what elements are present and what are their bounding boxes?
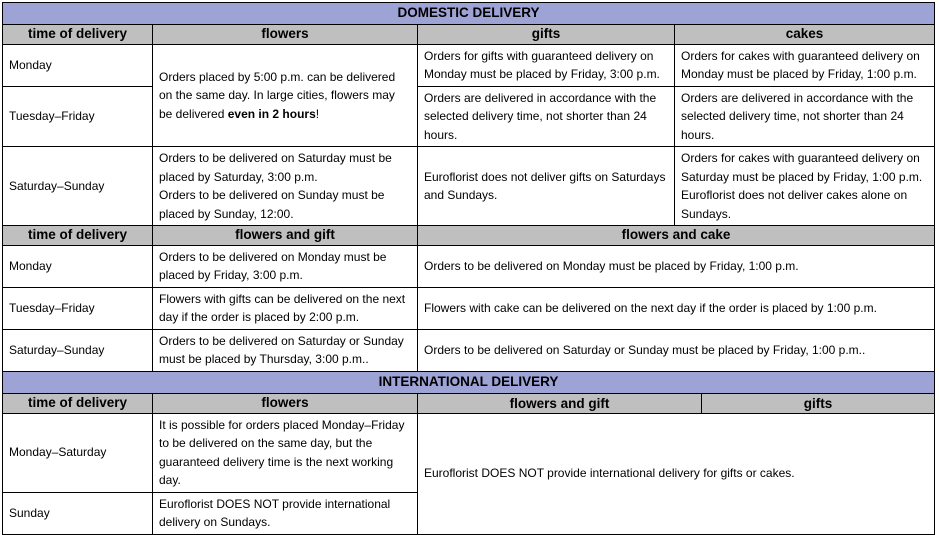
intl-flowers-sunday-cell: Euroflorist DOES NOT provide international delivery on Sundays. xyxy=(153,492,418,534)
table-row xyxy=(3,147,935,226)
fg-tuefri-cell: Flowers with gifts can be delivered on the next day if the order is placed by 2:00 p.m. xyxy=(153,287,418,329)
header-cakes: cakes xyxy=(675,25,935,45)
intl-gifts-note-cell: Euroflorist DOES NOT provide international delivery for gifts or cakes. xyxy=(418,413,935,534)
cakes-monday-cell: Orders for cakes with guaranteed delivery on Monday must be placed by Friday, 1:00 p.m. xyxy=(675,44,935,86)
table-row xyxy=(3,413,935,492)
header-flowers-and-gift: flowers and gift xyxy=(153,226,418,246)
domestic-title: DOMESTIC DELIVERY xyxy=(3,3,935,25)
row2-label-tuesday-friday: Tuesday–Friday xyxy=(3,287,153,329)
intl-header-combo-cell xyxy=(418,393,935,413)
header-time-of-delivery-2: time of delivery xyxy=(3,226,153,246)
international-title: INTERNATIONAL DELIVERY xyxy=(3,371,935,393)
table-row xyxy=(3,245,935,287)
fg-weekend-cell: Orders to be delivered on Saturday or Sunday must be placed by Thursday, 3:00 p.m.. xyxy=(153,329,418,371)
gifts-tuefri-cell: Orders are delivered in accordance with the selected delivery time, not shorter than 24 hours. xyxy=(418,86,675,147)
header-flowers: flowers xyxy=(153,25,418,45)
cakes-tuefri-cell: Orders are delivered in accordance with the selected delivery time, not shorter than 24 hours. xyxy=(675,86,935,147)
row-label-monday: Monday xyxy=(3,44,153,86)
header-gifts: gifts xyxy=(418,25,675,45)
flowers-weekday-text: Orders placed by 5:00 p.m. can be delivered on the same day. In large cities, flowers may be delivered xyxy=(159,69,396,121)
fc-weekend-cell: Orders to be delivered on Saturday or Sunday must be placed by Friday, 1:00 p.m.. xyxy=(418,329,935,371)
flowers-weekday-bold: even in 2 hours xyxy=(227,106,316,121)
intl-row-label-monday-saturday: Monday–Saturday xyxy=(3,413,153,492)
international-header-row xyxy=(3,393,935,413)
flowers-weekday-end: ! xyxy=(315,106,320,121)
delivery-table xyxy=(2,2,935,535)
intl-header-time-of-delivery: time of delivery xyxy=(3,393,153,413)
cakes-weekend-line-1: Orders for cakes with guaranteed delivery on Saturday must be placed by Friday, 1:00 p.m. xyxy=(681,151,923,184)
flowers-weekend-line-2: Orders to be delivered on Sunday must be placed by Sunday, 12:00. xyxy=(159,188,385,221)
gifts-weekend-cell: Euroflorist does not deliver gifts on Saturdays and Sundays. xyxy=(418,147,675,226)
domestic-section-row xyxy=(3,3,935,25)
row2-label-monday: Monday xyxy=(3,245,153,287)
flowers-weekend-cell xyxy=(153,147,418,226)
intl-header-flowers: flowers xyxy=(153,393,418,413)
header-time-of-delivery: time of delivery xyxy=(3,25,153,45)
fc-tuefri-cell: Flowers with cake can be delivered on the next day if the order is placed by 1:00 p.m. xyxy=(418,287,935,329)
intl-header-gifts: gifts xyxy=(803,395,833,411)
gifts-monday-cell: Orders for gifts with guaranteed delivery on Monday must be placed by Friday, 3:00 p.m. xyxy=(418,44,675,86)
flowers-weekend-line-1: Orders to be delivered on Saturday must be placed by Saturday, 3:00 p.m. xyxy=(159,151,392,184)
domestic-combo-header-row xyxy=(3,226,935,246)
fg-monday-cell: Orders to be delivered on Monday must be placed by Friday, 3:00 p.m. xyxy=(153,245,418,287)
table-row xyxy=(3,86,935,147)
cakes-weekend-cell xyxy=(675,147,935,226)
flowers-weekday-cell xyxy=(153,44,418,147)
intl-header-flowers-and-gift: flowers and gift xyxy=(418,394,702,413)
row-label-saturday-sunday: Saturday–Sunday xyxy=(3,147,153,226)
row-label-tuesday-friday: Tuesday–Friday xyxy=(3,86,153,147)
cakes-weekend-line-2: Euroflorist does not deliver cakes alone on Sundays. xyxy=(681,188,908,221)
row2-label-saturday-sunday: Saturday–Sunday xyxy=(3,329,153,371)
table-row xyxy=(3,287,935,329)
fc-monday-cell: Orders to be delivered on Monday must be placed by Friday, 1:00 p.m. xyxy=(418,245,935,287)
international-section-row xyxy=(3,371,935,393)
table-row xyxy=(3,44,935,86)
header-flowers-and-cake: flowers and cake xyxy=(418,226,935,246)
intl-flowers-monsat-cell: It is possible for orders placed Monday–Friday to be delivered on the same day, but the guaranteed delivery time is the next working day. xyxy=(153,413,418,492)
table-row xyxy=(3,329,935,371)
intl-row-label-sunday: Sunday xyxy=(3,492,153,534)
domestic-header-row xyxy=(3,25,935,45)
